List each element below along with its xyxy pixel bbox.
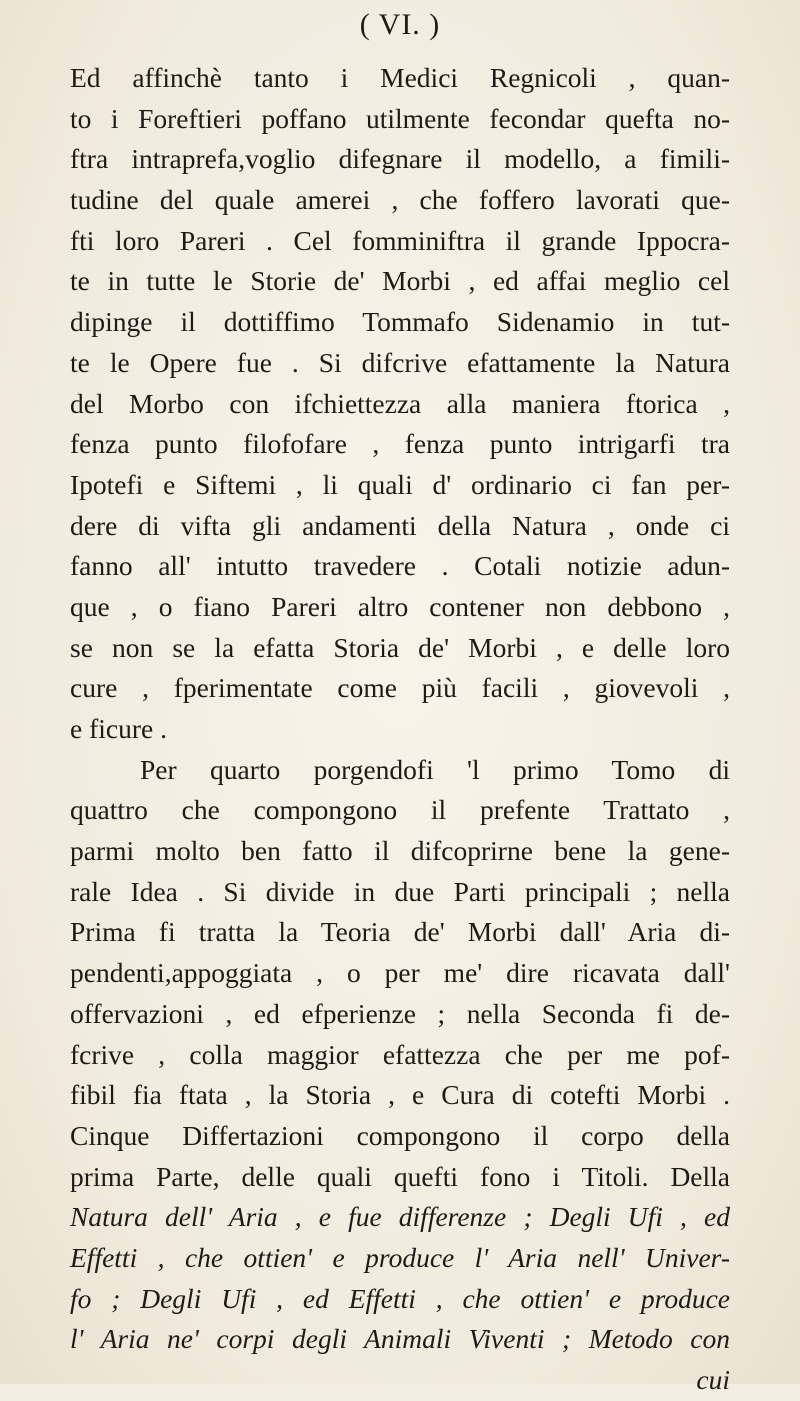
text-line: offervazioni , ed efperienze ; nella Seconda fi de- [70, 997, 730, 1029]
catchword: cui [696, 1364, 730, 1395]
text-line: Natura dell' Aria , e fue differenze ; Degli Ufi , ed [70, 1201, 730, 1233]
text-line: del Morbo con ifchiettezza alla maniera ftorica , [70, 387, 730, 419]
text-line: to i Foreftieri poffano utilmente fecondar quefta no- [70, 102, 730, 134]
text-line: l' Aria ne' corpi degli Animali Viventi ; Metodo con [70, 1323, 730, 1355]
text-line: Cinque Differtazioni compongono il corpo della [70, 1119, 730, 1151]
text-line: fo ; Degli Ufi , ed Effetti , che ottien' e produce [70, 1282, 730, 1314]
body-text [70, 58, 730, 1401]
text-line: dipinge il dottiffimo Tommafo Sidenamio in tut- [70, 306, 730, 338]
text-line: te in tutte le Storie de' Morbi , ed affai meglio cel [70, 265, 730, 297]
text-line: dere di vifta gli andamenti della Natura , onde ci [70, 509, 730, 541]
text-line: ftra intraprefa,voglio difegnare il modello, a fimili- [70, 143, 730, 175]
text-line: pendenti,appoggiata , o per me' dire ricavata dall' [70, 957, 730, 989]
text-line: fibil fia ftata , la Storia , e Cura di cotefti Morbi . [70, 1079, 730, 1111]
text-line: se non se la efatta Storia de' Morbi , e delle loro [70, 631, 730, 663]
text-line: te le Opere fue . Si difcrive efattamente la Natura [70, 346, 730, 378]
text-line: fanno all' intutto travedere . Cotali notizie adun- [70, 550, 730, 582]
text-line: parmi molto ben fatto il difcoprirne bene la gene- [70, 835, 730, 867]
text-line: fti loro Pareri . Cel fomminiftra il grande Ippocra- [70, 224, 730, 256]
text-line: prima Parte, delle quali quefti fono i Titoli. Della [70, 1160, 730, 1192]
text-line: que , o fiano Pareri altro contener non debbono , [70, 590, 730, 622]
text-line: tudine del quale amerei , che foffero lavorati que- [70, 184, 730, 216]
text-line: Prima fi tratta la Teoria de' Morbi dall' Aria di- [70, 916, 730, 948]
text-line: e ficure . [70, 713, 167, 744]
text-line: Ipotefi e Siftemi , li quali d' ordinario ci fan per- [70, 468, 730, 500]
text-line: cure , fperimentate come più facili , giovevoli , [70, 672, 730, 704]
text-line: quattro che compongono il prefente Trattato , [70, 794, 730, 826]
text-line: Effetti , che ottien' e produce l' Aria nell' Univer- [70, 1241, 730, 1273]
text-line: fenza punto filofofare , fenza punto intrigarfi tra [70, 428, 730, 460]
text-line: fcrive , colla maggior efattezza che per me pof- [70, 1038, 730, 1070]
text-line: Per quarto porgendofi 'l primo Tomo di [140, 753, 730, 785]
text-line: Ed affinchè tanto i Medici Regnicoli , quan- [70, 62, 730, 93]
text-line: rale Idea . Si divide in due Parti principali ; nella [70, 875, 730, 907]
page-number: ( VI. ) [359, 8, 441, 41]
